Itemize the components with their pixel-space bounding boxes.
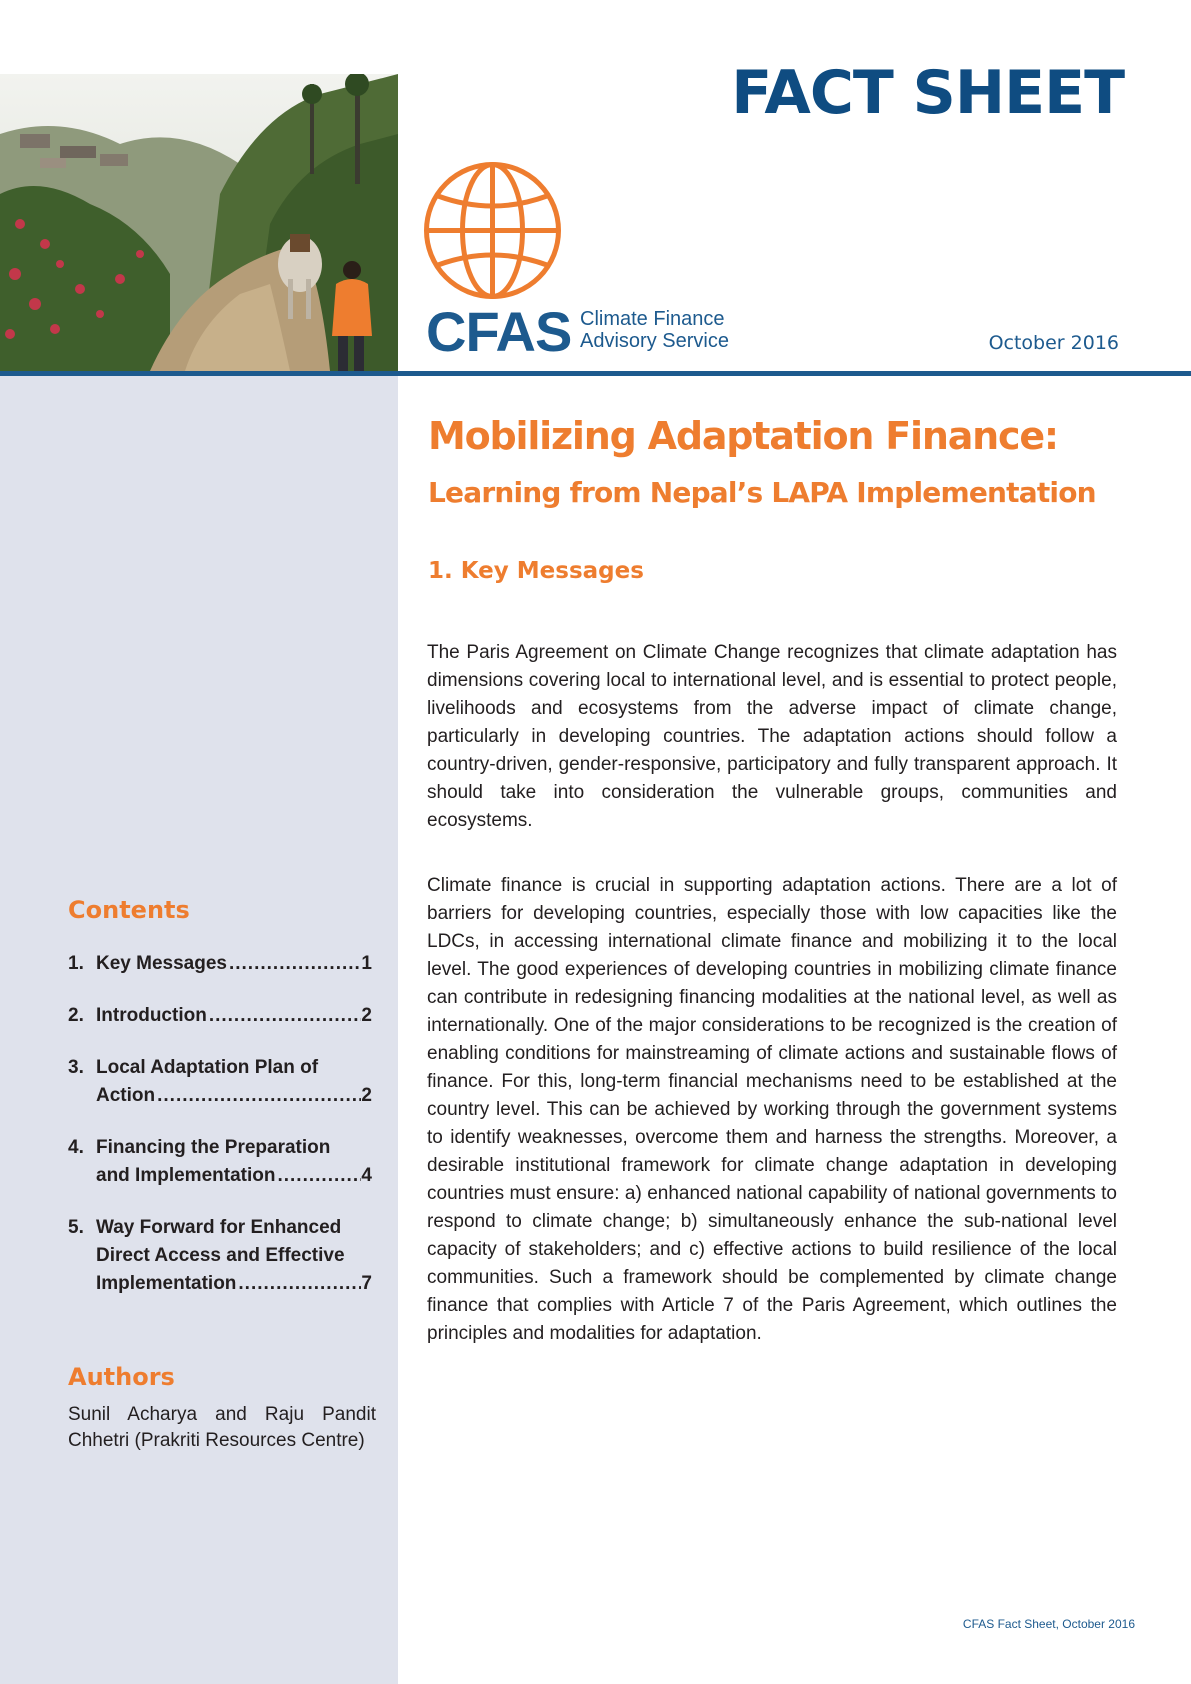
- logo-tagline: [580, 308, 729, 352]
- body-paragraph: Climate finance is crucial in supporting adaptation actions. There are a lot of barriers for developing countries, especially those with low capacities like the LDCs, in accessing international climate finance and mobilizing it to the local level. The good experiences of developing countries in mobilizing climate finance can contribute in redesigning financing modalities at the national level, as well as internationally. One of the major considerations to be recognized is the creation of enabling conditions for mainstreaming of climate actions and sustainable flows of finance. For this, long-term financial mechanisms need to be established at the country level. This can be achieved by working through the government systems to identify weaknesses, overcome them and harness the strengths. Moreover, a desirable institutional framework for climate change adaptation in developing countries must ensure: a) enhanced national capability of national governments to respond to climate change; b) simultaneously enhance the sub-national level capacity of stakeholders; and c) effective actions to build resilience of the local communities. Such a framework should be complemented by climate change finance that complies with Article 7 of the Paris Agreement, which outlines the principles and modalities for adaptation.: [427, 875, 1117, 1344]
- toc-item-label: Key Messages: [96, 953, 227, 974]
- toc-item-label: Introduction: [96, 1005, 207, 1026]
- document-subtitle: Learning from Nepal’s LAPA Implementation: [428, 476, 1096, 509]
- toc-leader-dots: [236, 1270, 361, 1298]
- toc-item[interactable]: [68, 1134, 372, 1190]
- mountain-trail-photo: [0, 74, 398, 371]
- logo-tagline-line1: Climate Finance: [580, 308, 725, 330]
- toc-page-number: 4: [361, 1165, 372, 1186]
- toc-item-label: Action: [96, 1085, 156, 1106]
- section-heading-key-messages: 1. Key Messages: [428, 558, 644, 584]
- toc-leader-dots: [207, 1002, 362, 1030]
- logo-tagline-line2: Advisory Service: [580, 330, 729, 352]
- publication-date: October 2016: [988, 332, 1119, 354]
- toc-item-label: and Implementation: [96, 1165, 276, 1186]
- contents-heading: Contents: [68, 896, 190, 924]
- toc-item-number: 2.: [68, 1005, 84, 1026]
- toc-item-number: 4.: [68, 1137, 84, 1158]
- toc-item-label-line: Direct Access and Effective: [96, 1245, 345, 1266]
- toc-item-entry: [96, 1082, 372, 1110]
- globe-icon: [420, 158, 565, 303]
- toc-item-number: 1.: [68, 953, 84, 974]
- toc-item-label-line: Local Adaptation Plan of: [96, 1057, 319, 1078]
- document-title: Mobilizing Adaptation Finance:: [428, 414, 1058, 458]
- body-paragraph: The Paris Agreement on Climate Change recognizes that climate adaptation has dimensions covering local to international level, and is essential to protect people, livelihoods and ecosystems from the adverse impact of climate change, particularly in developing countries. The adaptation actions should follow a country-driven, gender-responsive, participatory and fully transparent approach. It should take into consideration the vulnerable groups, communities and ecosystems.: [427, 642, 1117, 831]
- toc-page-number: 7: [361, 1273, 372, 1294]
- authors-heading: Authors: [68, 1363, 175, 1391]
- toc-item-label-line: Way Forward for Enhanced: [96, 1217, 342, 1238]
- toc-item-label: Implementation: [96, 1273, 237, 1294]
- toc-page-number: 2: [361, 1005, 372, 1026]
- toc-item-body: [96, 1214, 372, 1298]
- toc-item-entry: [96, 1002, 372, 1030]
- toc-leader-dots: [227, 950, 361, 978]
- toc-item-body: [96, 950, 372, 978]
- toc-item-body: [96, 1134, 372, 1190]
- toc-item-number: 5.: [68, 1217, 84, 1238]
- toc-item-label-line: Financing the Preparation: [96, 1137, 331, 1158]
- toc-item-body: [96, 1054, 372, 1110]
- toc-item-entry: [96, 1162, 372, 1190]
- toc-item[interactable]: [68, 950, 372, 978]
- toc-item-entry: [96, 1270, 372, 1298]
- toc-item-entry: [96, 950, 372, 978]
- logo-wordmark: CFAS: [426, 300, 572, 363]
- toc-item[interactable]: [68, 1054, 372, 1110]
- toc-page-number: 2: [361, 1085, 372, 1106]
- toc-leader-dots: [155, 1082, 361, 1110]
- authors-text: Sunil Acharya and Raju Pandit Chhetri (Prakriti Resources Centre): [68, 1404, 376, 1451]
- header-divider-rule: [0, 371, 1191, 376]
- page-footer: CFAS Fact Sheet, October 2016: [962, 1617, 1135, 1631]
- toc-item[interactable]: [68, 1214, 372, 1298]
- toc-item-number: 3.: [68, 1057, 84, 1078]
- cfas-logo: [420, 158, 750, 363]
- toc-leader-dots: [275, 1162, 361, 1190]
- table-of-contents: [68, 950, 372, 1322]
- fact-sheet-title: FACT SHEET: [731, 58, 1124, 128]
- toc-item[interactable]: [68, 1002, 372, 1030]
- toc-item-body: [96, 1002, 372, 1030]
- toc-page-number: 1: [361, 953, 372, 974]
